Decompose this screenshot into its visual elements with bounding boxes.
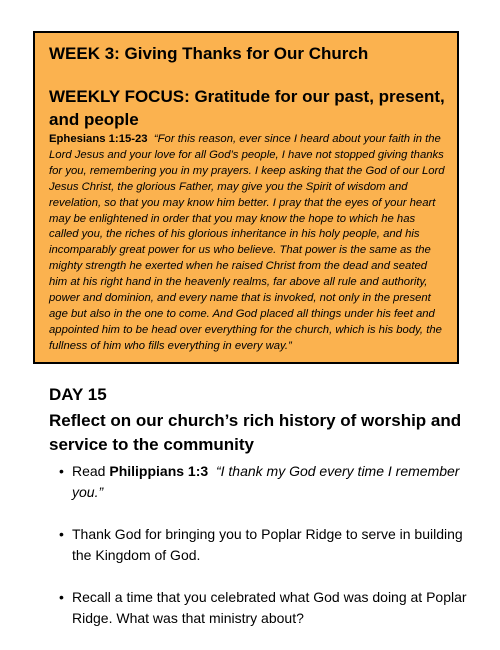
day-label: DAY 15 <box>49 385 107 404</box>
day-section <box>49 384 469 650</box>
list-item <box>49 461 469 503</box>
weekly-focus-title: WEEKLY FOCUS: Gratitude for our past, present, and people <box>49 87 445 129</box>
day-heading: Reflect on our church’s rich history of worship and service to the community <box>49 411 462 454</box>
prompt-list <box>49 461 469 629</box>
bullet-icon: • <box>59 589 64 605</box>
scripture-text: “For this reason, ever since I heard about your faith in the Lord Jesus and your love for all God’s people, I have not stopped giving thanks for you, remembering you in my prayers. I keep asking that the God of our Lord Jesus Christ, the glorious Father, may give you the Spirit of wisdom and revelation, so that you may know him better. I pray that the eyes of your heart may be enlightened in order that you may know the hope to which he has called you, the riches of his glorious inheritance in his holy people, and his incomparably great power for us who believe. That power is the same as the mighty strength he exerted when he raised Christ from the dead and seated him at his right hand in the heavenly realms, far above all rule and authority, power and dominion, and every name that is invoked, not only in the present age but also in the one to come. And God placed all things under his feet and appointed him to be head over everything for the church, which is his body, the fullness of him who fills everything in every way.” <box>49 133 445 352</box>
prompt-text: Thank God for bringing you to Poplar Ridge to serve in building the Kingdom of God. <box>72 526 463 563</box>
prompt-lead: Read <box>72 463 110 479</box>
prompt-quote: “I thank my God every time I remember you.” <box>72 463 460 500</box>
scripture-reference: Ephesians 1:15-23 <box>49 133 148 145</box>
scripture-passage <box>49 132 445 355</box>
list-item <box>49 524 469 566</box>
list-item <box>49 587 469 629</box>
prompt-text: Recall a time that you celebrated what God was doing at Poplar Ridge. What was that ministry about? <box>72 589 467 626</box>
prompt-reference: Philippians 1:3 <box>109 463 209 479</box>
weekly-focus-box <box>33 31 459 364</box>
week-title: WEEK 3: Giving Thanks for Our Church <box>49 44 369 63</box>
bullet-icon: • <box>59 463 64 479</box>
bullet-icon: • <box>59 526 64 542</box>
